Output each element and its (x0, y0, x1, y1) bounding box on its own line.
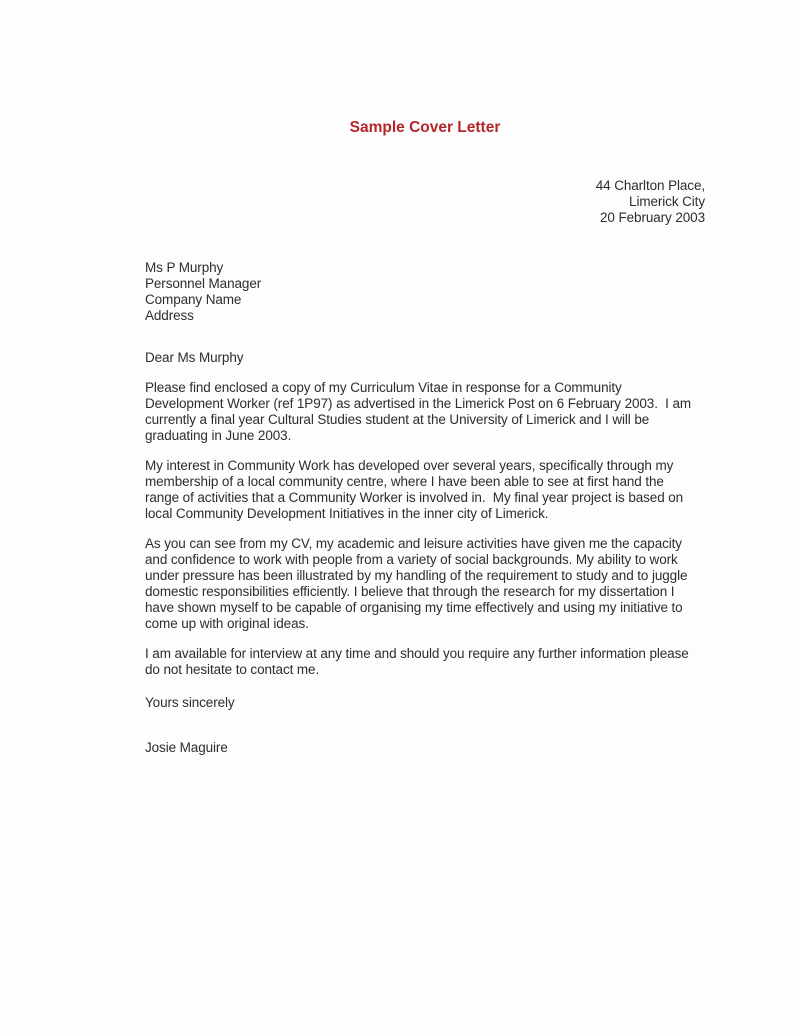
paragraph-line: As you can see from my CV, my academic and leisure activities have given me the capacity (145, 536, 682, 551)
recipient-address-block (145, 260, 705, 324)
sender-address-line: Limerick City (629, 194, 705, 209)
recipient-company: Company Name (145, 292, 242, 307)
recipient-job-title: Personnel Manager (145, 276, 262, 291)
letter-date: 20 February 2003 (600, 210, 705, 225)
letter-content-column (145, 0, 705, 756)
paragraph-line: local Community Development Initiatives in the inner city of Limerick. (145, 506, 549, 521)
salutation: Dear Ms Murphy (145, 350, 244, 365)
paragraph-line: Please find enclosed a copy of my Curriculum Vitae in response for a Community (145, 380, 622, 395)
paragraph-line: I am available for interview at any time and should you require any further information please (145, 646, 689, 661)
paragraph-line: graduating in June 2003. (145, 428, 292, 443)
paragraph-line: have shown myself to be capable of organising my time effectively and using my initiative to (145, 600, 683, 615)
paragraph-line: My interest in Community Work has developed over several years, specifically through my (145, 458, 674, 473)
body-paragraph-1 (145, 380, 705, 444)
paragraph-line: membership of a local community centre, where I have been able to see at first hand the (145, 474, 664, 489)
sender-address-line: 44 Charlton Place, (595, 178, 705, 193)
paragraph-line: and confidence to work with people from a variety of social backgrounds. My ability to work (145, 552, 678, 567)
closing-valediction: Yours sincerely (145, 695, 235, 710)
paragraph-line: domestic responsibilities efficiently. I believe that through the research for my dissertation I (145, 584, 675, 599)
signature-name: Josie Maguire (145, 740, 228, 755)
body-paragraph-2 (145, 458, 705, 522)
paragraph-line: under pressure has been illustrated by my handling of the requirement to study and to juggle (145, 568, 688, 583)
paragraph-line: come up with original ideas. (145, 616, 309, 631)
paragraph-line: Development Worker (ref 1P97) as advertised in the Limerick Post on 6 February 2003. I am (145, 396, 692, 411)
paragraph-line: range of activities that a Community Worker is involved in. My final year project is based on (145, 490, 684, 505)
paragraph-line: do not hesitate to contact me. (145, 662, 320, 677)
paragraph-line: currently a final year Cultural Studies student at the University of Limerick and I will be (145, 412, 650, 427)
letter-title: Sample Cover Letter (349, 119, 501, 136)
recipient-name: Ms P Murphy (145, 260, 224, 275)
body-paragraph-3 (145, 536, 705, 632)
sender-address-block (145, 178, 705, 226)
body-paragraph-4 (145, 646, 705, 678)
recipient-address: Address (145, 308, 194, 323)
